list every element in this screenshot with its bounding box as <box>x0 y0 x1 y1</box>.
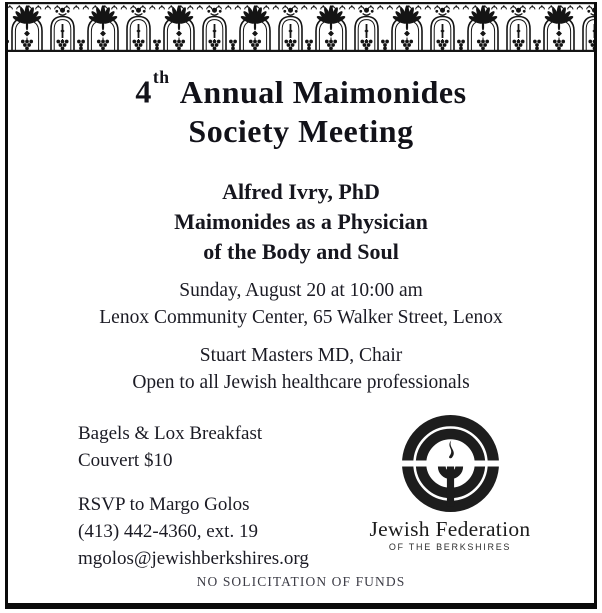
breakfast-group <box>78 420 309 474</box>
speaker-name: Alfred Ivry, PhD <box>222 179 380 204</box>
lecture-title-line-1: Maimonides as a Physician <box>174 209 428 234</box>
lecture-title-line-2: of the Body and Soul <box>203 239 399 264</box>
couvert-line: Couvert $10 <box>78 450 173 471</box>
federation-menorah-icon <box>402 415 499 512</box>
event-datetime: Sunday, August 20 at 10:00 am <box>179 280 423 301</box>
page-title <box>0 66 602 151</box>
ordinal-superscript: th <box>152 67 170 88</box>
title-line-2: Society Meeting <box>188 112 414 149</box>
disclaimer: NO SOLICITATION OF FUNDS <box>196 574 406 589</box>
chair-name: Stuart Masters MD, Chair <box>199 345 403 366</box>
chair-block <box>0 342 602 396</box>
title-line-1 <box>0 66 602 112</box>
rsvp-group <box>78 491 309 572</box>
rsvp-line: RSVP to Margo Golos <box>78 494 250 515</box>
logo-subtitle: OF THE BERKSHIRES <box>388 542 512 552</box>
details-block <box>78 420 309 572</box>
audience-note: Open to all Jewish healthcare professionals <box>132 372 470 393</box>
breakfast-line: Bagels & Lox Breakfast <box>78 423 263 444</box>
federation-logo <box>350 415 550 553</box>
email-line: mgolos@jewishberkshires.org <box>78 548 309 569</box>
title-line1-text: Annual Maimonides <box>179 73 467 110</box>
title-number: 4 <box>135 73 152 110</box>
frieze-pattern-icon <box>5 2 597 52</box>
ornamental-border <box>5 2 597 52</box>
event-venue: Lenox Community Center, 65 Walker Street, Lenox <box>99 307 503 328</box>
speaker-block <box>0 177 602 267</box>
phone-line: (413) 442-4360, ext. 19 <box>78 521 258 542</box>
logo-name: Jewish Federation <box>369 517 531 541</box>
event-block <box>0 277 602 331</box>
